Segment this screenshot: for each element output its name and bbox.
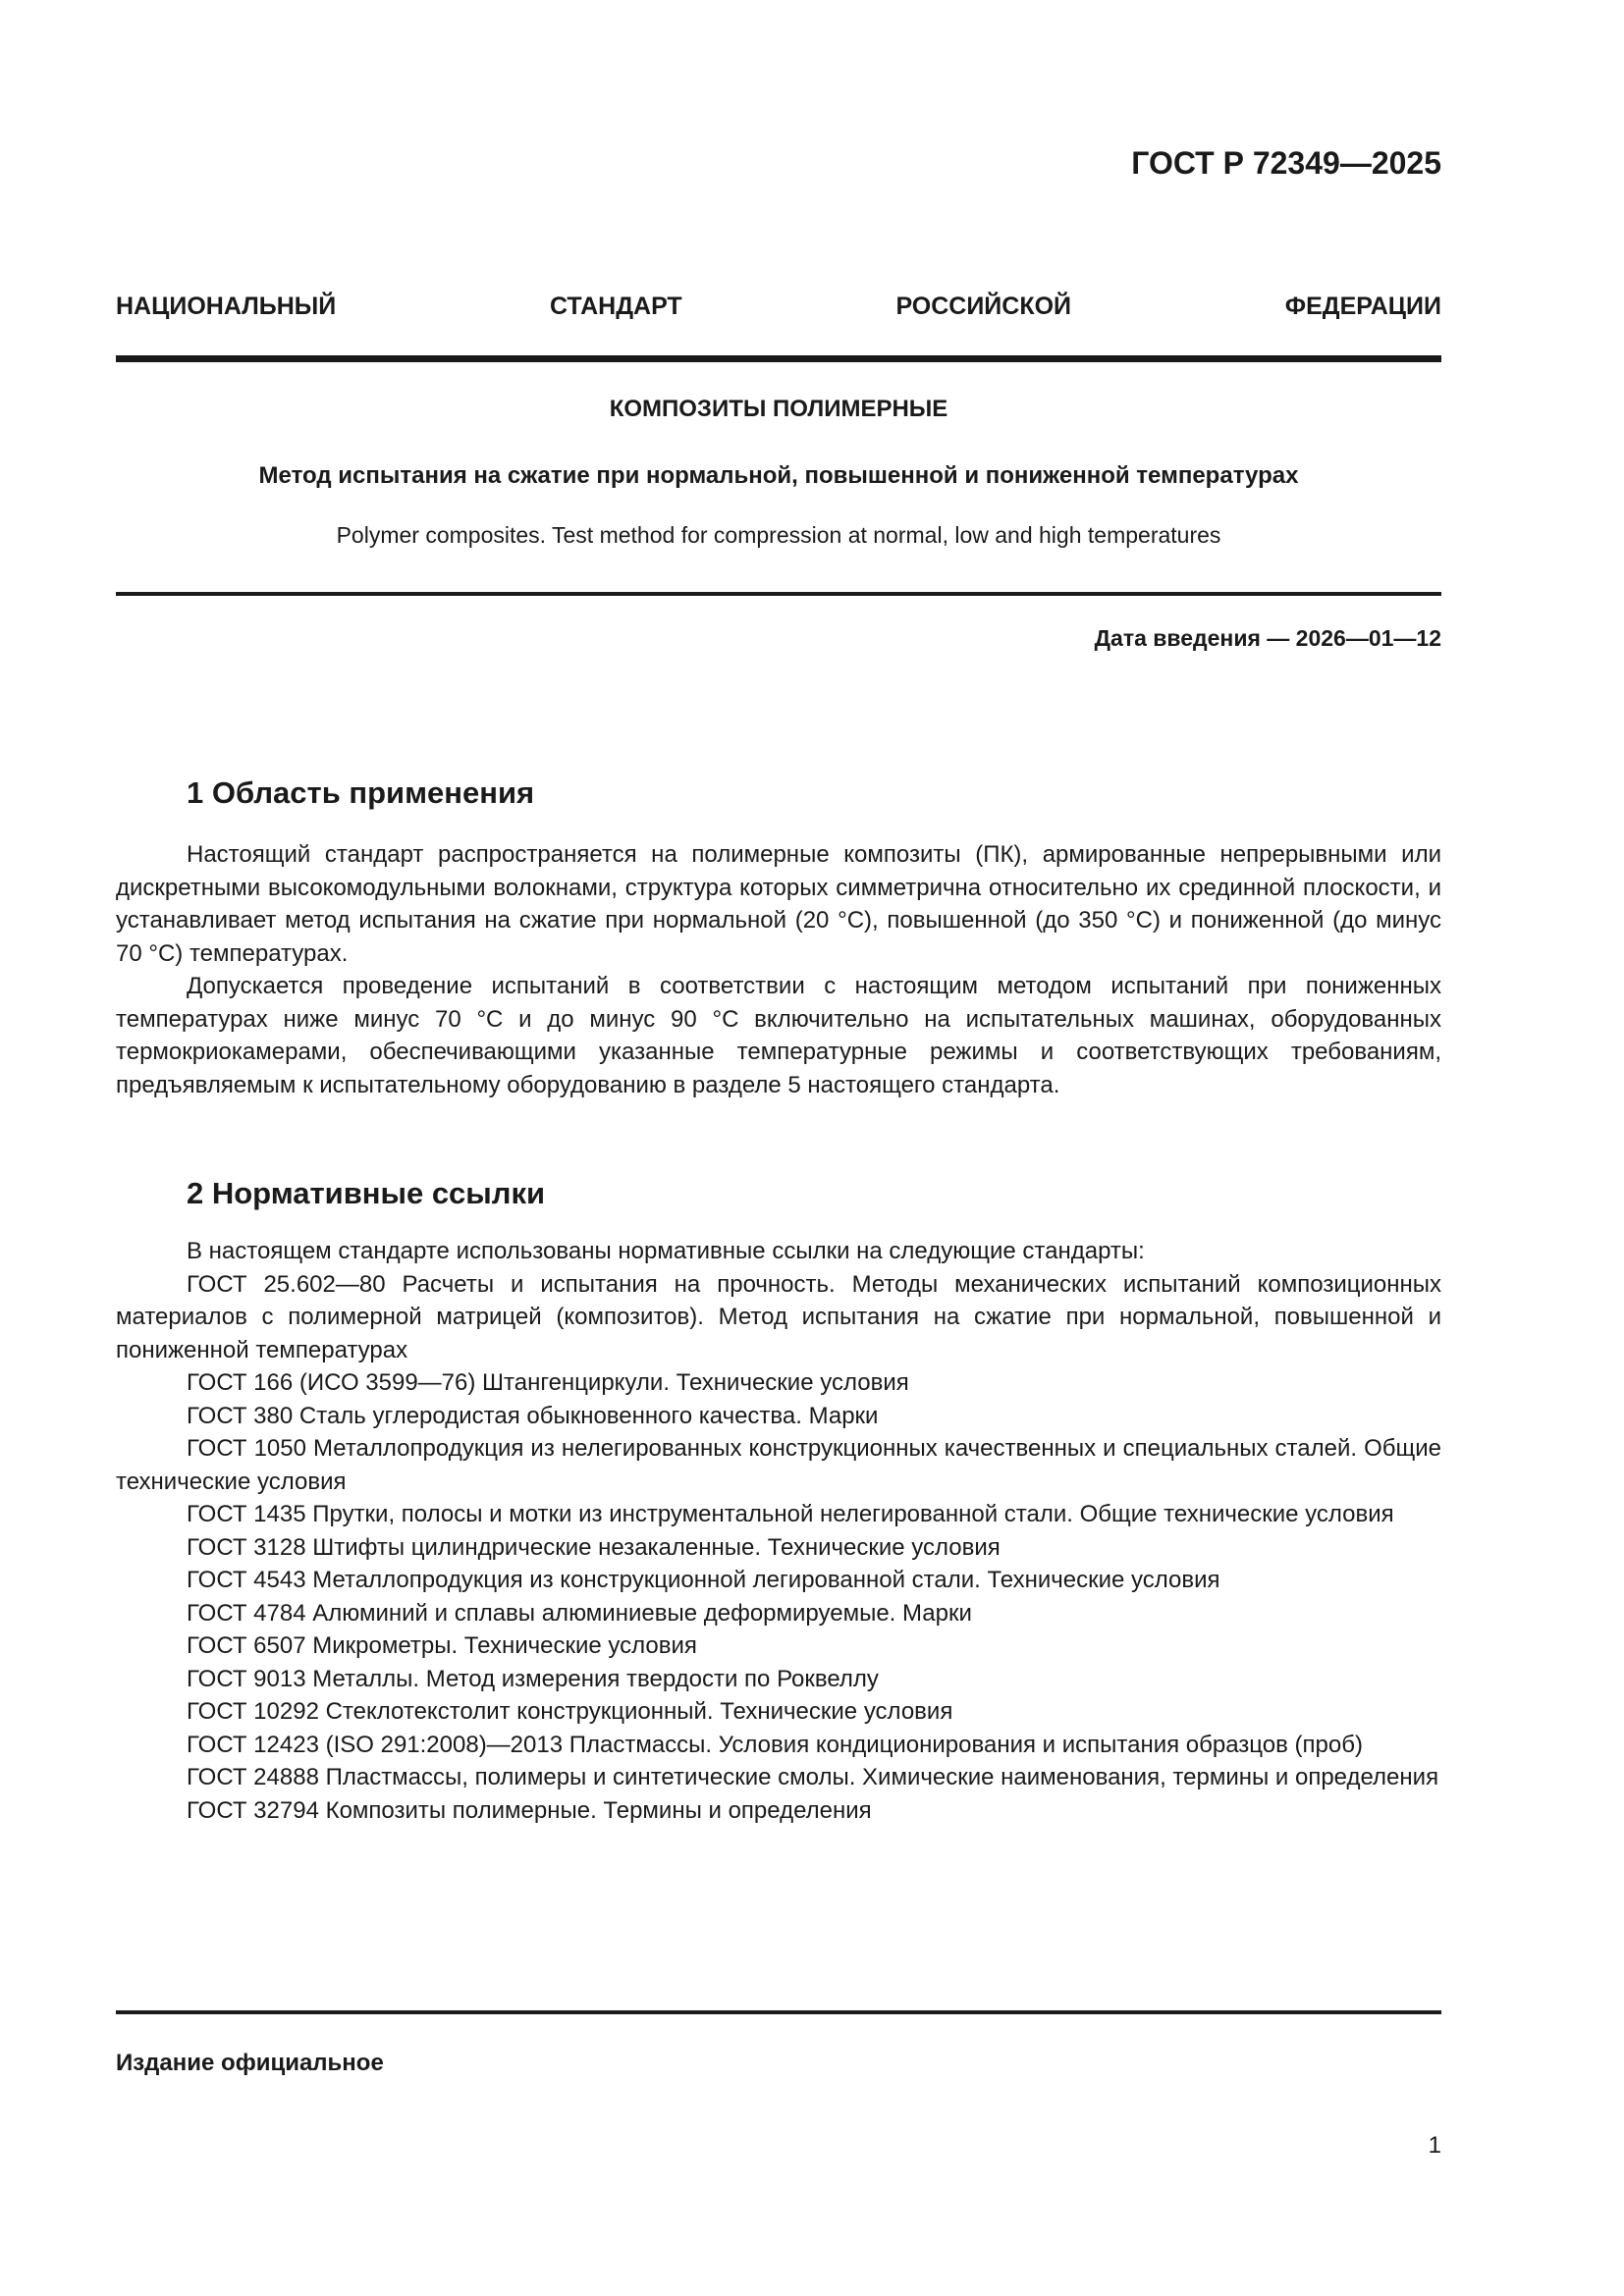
document-title-english: Polymer composites. Test method for compression at normal, low and high temperatures bbox=[336, 522, 1221, 548]
reference-item: ГОСТ 4543 Металлопродукция из конструкционной легированной стали. Технические условия bbox=[187, 1567, 1220, 1593]
reference-item: ГОСТ 4784 Алюминий и сплавы алюминиевые деформируемые. Марки bbox=[187, 1599, 972, 1627]
national-standard-banner: НАЦИОНАЛЬНЫЙ СТАНДАРТ РОССИЙСКОЙ ФЕДЕРАЦИИ bbox=[116, 293, 1441, 320]
reference-item: ГОСТ 10292 Стеклотекстолит конструкционный. Технические условия bbox=[187, 1698, 953, 1725]
reference-item: ГОСТ 1435 Прутки, полосы и мотки из инструментальной нелегированной стали. Общие технические условия bbox=[187, 1501, 1394, 1527]
section-1-paragraph: Настоящий стандарт распространяется на полимерные композиты (ПК), армированные непрерывными или дискретными высокомодульными волокнами, структура которых симметрична относительно их срединной плоскости, и устанавливает метод испытания на сжатие при нормальной (20 °С), повышенной (до 350 °С) и пониженной (до минус 70 °С) температурах. bbox=[116, 841, 1441, 967]
reference-item: ГОСТ 12423 (ISO 291:2008)—2013 Пластмассы. Условия кондиционирования и испытания образцов (проб) bbox=[187, 1731, 1363, 1758]
reference-item: ГОСТ 25.602—80 Расчеты и испытания на прочность. Методы механических испытаний композиционных материалов с полимерной матрицей (композитов). Метод испытания на сжатие при нормальной, повышенной и пониженной температурах bbox=[116, 1270, 1441, 1363]
introduction-date: Дата введения — 2026—01—12 bbox=[1094, 625, 1441, 651]
reference-item: ГОСТ 24888 Пластмассы, полимеры и синтетические смолы. Химические наименования, термины и определения bbox=[187, 1764, 1439, 1790]
section-1-body bbox=[116, 838, 1441, 1101]
reference-item: ГОСТ 3128 Штифты цилиндрические незакаленные. Технические условия bbox=[187, 1533, 1001, 1561]
footer-rule bbox=[116, 2010, 1441, 2014]
document-title: КОМПОЗИТЫ ПОЛИМЕРНЫЕ bbox=[609, 396, 948, 422]
references-intro: В настоящем стандарте использованы нормативные ссылки на следующие стандарты: bbox=[187, 1238, 1145, 1264]
page-number: 1 bbox=[1428, 2132, 1441, 2159]
section-1-heading: 1 Область применения bbox=[187, 775, 535, 810]
reference-item: ГОСТ 32794 Композиты полимерные. Термины и определения bbox=[187, 1796, 872, 1824]
reference-item: ГОСТ 1050 Металлопродукция из нелегированных конструкционных качественных и специальных сталей. Общие технические условия bbox=[116, 1435, 1441, 1495]
document-code: ГОСТ Р 72349—2025 bbox=[1131, 145, 1441, 181]
reference-item: ГОСТ 380 Сталь углеродистая обыкновенного качества. Марки bbox=[187, 1402, 879, 1429]
reference-item: ГОСТ 166 (ИСО 3599—76) Штангенциркули. Технические условия bbox=[187, 1369, 909, 1396]
reference-item: ГОСТ 6507 Микрометры. Технические условия bbox=[187, 1632, 697, 1659]
section-1-paragraph: Допускается проведение испытаний в соответствии с настоящим методом испытаний при пониженных температурах ниже минус 70 °С и до минус 90 °С включительно на испытательных машинах, оборудованных термокриокамерами, обеспечивающими указанные температурные режимы и соответствующих требованиям, предъявляемым к испытательному оборудованию в разделе 5 настоящего стандарта. bbox=[116, 973, 1441, 1098]
reference-item: ГОСТ 9013 Металлы. Метод измерения твердости по Роквеллу bbox=[187, 1665, 879, 1692]
edition-label: Издание официальное bbox=[116, 2050, 384, 2076]
title-rule bbox=[116, 592, 1441, 596]
section-2-body bbox=[116, 1235, 1441, 1827]
document-subtitle: Метод испытания на сжатие при нормальной, повышенной и пониженной температурах bbox=[258, 462, 1299, 489]
header-rule bbox=[116, 355, 1441, 362]
section-2-heading: 2 Нормативные ссылки bbox=[187, 1176, 546, 1210]
